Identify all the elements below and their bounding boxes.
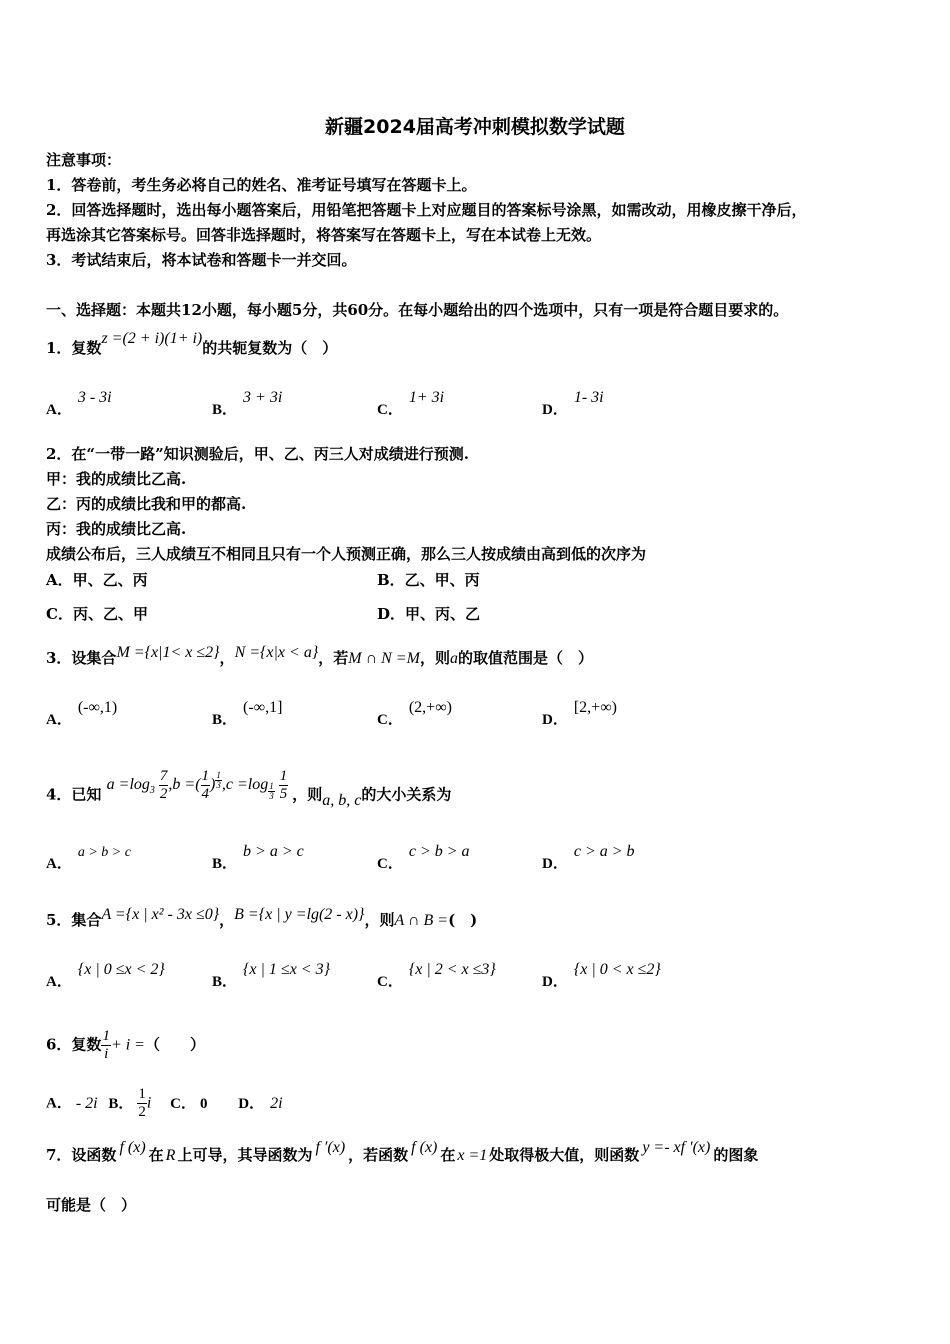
q7-on: 在: [148, 1146, 164, 1164]
q7-prefix: 7．设函数: [46, 1146, 117, 1164]
notice-item-2a: 2．回答选择题时，选出每小题答案后，用铅笔把答题卡上对应题目的答案标号涂黑，如需改动，用橡皮擦干净后，: [46, 201, 807, 219]
q2-line-1: 2．在“一带一路”知识测验后，甲、乙、丙三人对成绩进行预测.: [46, 445, 469, 463]
q6-option-a-label: A．: [46, 1095, 72, 1112]
q6-option-b-fraction: $\frac{1}{2}$: [138, 1086, 146, 1120]
q4-suffix: 的大小关系为: [361, 785, 452, 804]
q1-expression: z =(2 + i)(1+ i): [101, 330, 203, 347]
q1-option-d: D．1- 3i: [542, 389, 604, 418]
q1-prefix: 1．复数: [46, 339, 102, 357]
q7-r: R: [165, 1147, 176, 1164]
q5-option-a: A．{x | 0 ≤x < 2}: [46, 961, 165, 990]
notice-item-1: 1．答卷前，考生务必将自己的姓名、准考证号填写在答题卡上。: [46, 176, 477, 194]
q7-f: f (x): [119, 1139, 146, 1156]
q7-graph: 的图象: [713, 1146, 759, 1164]
q5-option-c: C．{x | 2 < x ≤3}: [377, 961, 496, 990]
q6-fraction: $\frac{1}{i}$: [102, 1028, 110, 1062]
question-7: [46, 1139, 759, 1166]
q7-derivable: 上可导，其导函数为: [177, 1146, 313, 1164]
q4-option-d: D．c > a > b: [542, 843, 635, 872]
q5-expression: A ∩ B =: [394, 912, 449, 929]
q3-option-a: A．(-∞,1): [46, 699, 118, 728]
q2-option-b: B．乙、甲、丙: [377, 571, 480, 589]
q3-set-n: N ={x|x < a}: [234, 644, 319, 661]
page-title: 新疆2024届高考冲刺模拟数学试题: [325, 116, 625, 138]
q5-option-d: D．{x | 0 < x ≤2}: [542, 961, 661, 990]
section-heading: 一、选择题：本题共12小题，每小题5分，共60分。在每小题给出的四个选项中，只有一项是符合题目要求的。: [46, 301, 789, 319]
q3-option-d: D．[2,+∞): [542, 699, 617, 728]
q5-comma: ，: [219, 911, 235, 929]
q5-set-a: A ={x | x² - 3x ≤0}: [101, 906, 220, 923]
q3-prefix: 3．设集合: [46, 649, 117, 667]
q2-line-5: 成绩公布后，三人成绩互不相同且只有一个人预测正确，那么三人按成绩由高到低的次序为: [46, 545, 647, 563]
q4-option-b: B．b > a > c: [212, 843, 304, 872]
q5-then: ，则: [364, 911, 395, 929]
q4-vars: a, b, c: [322, 792, 362, 810]
q6-options: [46, 1086, 283, 1121]
q7-if-func: ，若函数: [348, 1146, 409, 1164]
question-4: [46, 768, 452, 815]
notice-heading: 注意事项：: [46, 151, 122, 169]
q7-extreme: 处取得极大值，则函数: [489, 1146, 640, 1164]
q5-suffix: ( ): [448, 911, 478, 929]
q5-prefix: 5．集合: [46, 911, 102, 929]
q7-y: y =- xf ′(x): [642, 1139, 711, 1156]
q7-fprime: f ′(x): [315, 1139, 346, 1156]
notice-item-3: 3．考试结束后，将本试卷和答题卡一并交回。: [46, 251, 357, 269]
q2-line-4: 丙：我的成绩比乙高.: [46, 520, 187, 538]
question-1: [46, 330, 338, 359]
q4-prefix: 4．已知: [46, 785, 102, 804]
q3-suffix: 的取值范围是（ ）: [457, 649, 593, 667]
q6-option-d-label: D．: [238, 1095, 265, 1112]
q4-option-c: C．c > b > a: [377, 843, 470, 872]
q5-option-b: B．{x | 1 ≤x < 3}: [212, 961, 330, 990]
q1-option-c: C．1+ 3i: [377, 389, 445, 418]
q6-rest: + i =: [110, 1036, 145, 1054]
q1-option-a: A．3 - 3i: [46, 389, 112, 418]
q2-option-c: C．丙、乙、甲: [46, 605, 148, 623]
q6-option-b-label: B．: [108, 1095, 134, 1112]
q2-line-2: 甲：我的成绩比乙高.: [46, 470, 187, 488]
q7-at: 在: [440, 1146, 456, 1164]
question-5: [46, 906, 478, 931]
q7-line-2: 可能是（ ）: [46, 1196, 137, 1214]
q3-set-m: M ={x|1< x ≤2}: [116, 644, 220, 661]
question-3: [46, 644, 593, 669]
q2-line-3: 乙：丙的成绩比我和甲的都高.: [46, 495, 247, 513]
q4-then: ，则: [292, 785, 323, 804]
q6-option-a-value: - 2i: [75, 1094, 98, 1112]
q3-comma: ，: [219, 649, 235, 667]
q2-option-d: D．甲、丙、乙: [377, 605, 481, 623]
q7-f2: f (x): [411, 1139, 438, 1156]
q6-suffix: （ ）: [144, 1035, 205, 1054]
q6-option-b-var: i: [146, 1094, 152, 1112]
q2-option-a: A．甲、乙、丙: [46, 571, 148, 589]
q6-option-c-value: 0: [200, 1095, 208, 1112]
q6-option-d-value: 2i: [270, 1094, 283, 1112]
q4-expression: $a =\log_3$ $\frac{7}{2}$ ,b =( $\frac{1}{4}$ ) $^{\frac{1}{3}}$ ,c =log $_{\frac{1}{3}}$ $\frac{1}{5}$: [106, 768, 288, 803]
q1-option-b: B．3 + 3i: [212, 389, 283, 418]
q6-prefix: 6．复数: [46, 1035, 102, 1054]
q1-suffix: 的共轭复数为（ ）: [202, 339, 338, 357]
q3-option-b: B．(-∞,1]: [212, 699, 283, 728]
q3-condition: M ∩ N =M: [348, 650, 420, 667]
q6-option-c-label: C．: [170, 1095, 196, 1112]
notice-item-2b: 再选涂其它答案标号。回答非选择题时，将答案写在答题卡上，写在本试卷上无效。: [46, 226, 602, 244]
q3-mid: ，若: [318, 649, 349, 667]
q3-var: a: [449, 650, 458, 667]
q3-then: ，则: [419, 649, 450, 667]
q5-set-b: B ={x | y =lg(2 - x)}: [234, 906, 365, 923]
q7-x1: x =1: [457, 1147, 488, 1164]
question-6: [46, 1028, 205, 1063]
q3-option-c: C．(2,+∞): [377, 699, 452, 728]
q4-option-a: A．a > b > c: [46, 845, 131, 872]
